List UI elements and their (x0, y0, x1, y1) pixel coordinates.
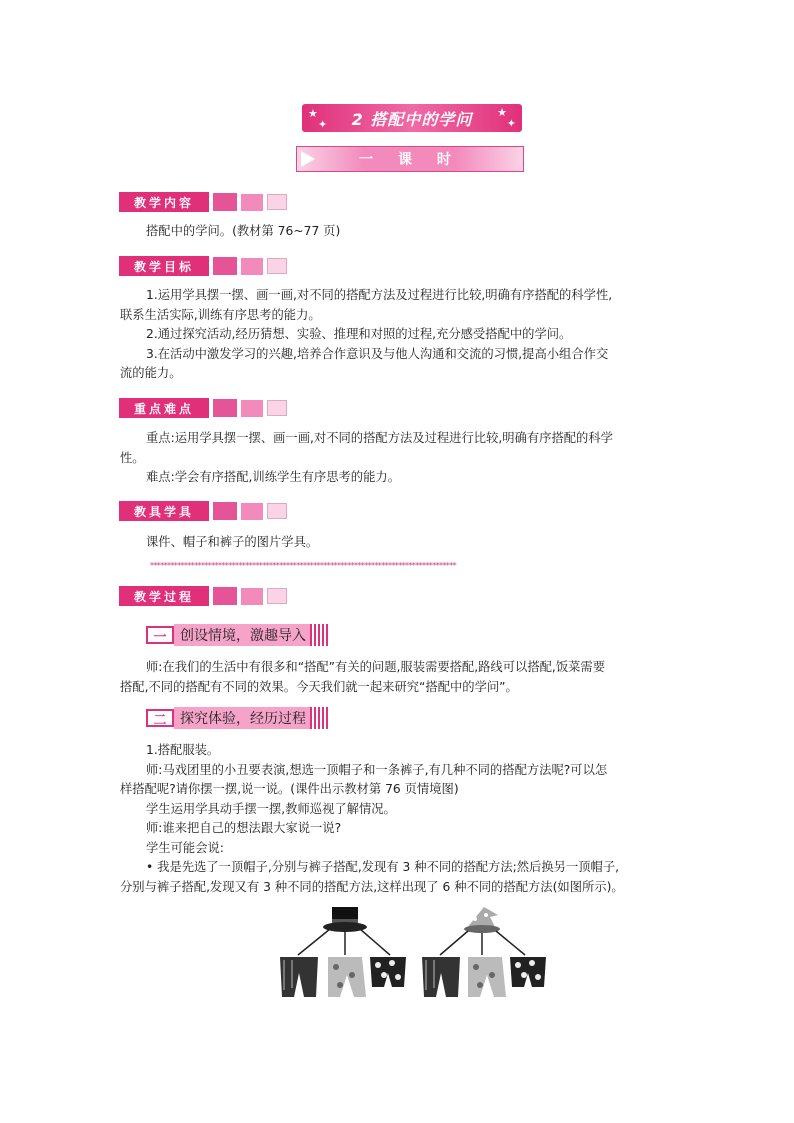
light-pants-icon (468, 957, 506, 997)
decor-block (267, 400, 287, 416)
light-pants-icon (328, 957, 366, 997)
step-header-2 (146, 707, 328, 729)
lesson-banner (296, 146, 524, 172)
decor-block (267, 258, 287, 274)
decor-block (267, 503, 287, 519)
title-banner (302, 104, 522, 132)
wedge-icon (301, 151, 315, 167)
star-icon: ★ (497, 106, 508, 119)
section-label: 教学目标 (119, 256, 209, 276)
lesson-title: 一 课 时 (359, 152, 461, 168)
page-title: 2 搭配中的学问 (351, 109, 473, 129)
decor-block (267, 588, 287, 604)
section-label: 教学内容 (119, 192, 209, 212)
star-divider: ****************************************************************************************** (150, 561, 457, 570)
star-icon: ✦ (318, 118, 329, 131)
step-title: 创设情境，激趣导入 (174, 624, 310, 646)
dark-pants-icon (280, 957, 318, 997)
decor-block (241, 503, 263, 520)
content-text: 搭配中的学问。(教材第 76~77 页) (146, 224, 341, 238)
section-header-content (119, 192, 287, 212)
dark-pants-icon (422, 957, 460, 997)
stripe-decor (310, 707, 328, 729)
section-label: 教学过程 (119, 586, 209, 606)
section-header-tools (119, 501, 287, 521)
jester-hat-icon (464, 907, 500, 933)
tools-text: 课件、帽子和裤子的图片学具。 (146, 535, 319, 549)
section-label: 重点难点 (119, 398, 209, 418)
step1-text: 师:在我们的生活中有很多和“搭配”有关的问题,服装需要搭配,路线可以搭配,饭菜需要 搭配,不同的搭配有不同的效果。今天我们就一起来研究“搭配中的学问”。 (120, 660, 606, 694)
spotted-pants-icon (370, 957, 406, 987)
goals-text: 1.运用学具摆一摆、画一画,对不同的搭配方法及过程进行比较,明确有序搭配的科学性, 联系生活实际,训练有序思考的能力。 2.通过探究活动,经历猜想、实验、推理和对照的过程,充分感受搭配中的学问。 3.在活动中激发学习的兴趣,培养合作意识及与他人沟通和交流的习惯,提高小组合作交 流的能力。 (120, 288, 613, 380)
decor-block (241, 258, 263, 275)
step-number: 二 (146, 709, 174, 727)
hat-pants-illustration (270, 905, 560, 1005)
step-header-1 (146, 624, 328, 646)
decor-block (213, 193, 237, 211)
section-label: 教具学具 (119, 501, 209, 521)
step-number: 一 (146, 626, 174, 644)
spotted-pants-icon (510, 957, 546, 987)
star-icon: ★ (308, 107, 319, 120)
step-title: 探究体验，经历过程 (174, 707, 310, 729)
stripe-decor (310, 624, 328, 646)
decor-block (241, 400, 263, 417)
top-hat-icon (323, 907, 367, 932)
step2-text: 1.搭配服装。 师:马戏团里的小丑要表演,想选一顶帽子和一条裤子,有几种不同的搭配方法呢?可以怎 样搭配呢?请你摆一摆,说一说。(课件出示教材第 76 页情境图) 学生运用学具动手摆一摆,教师巡视了解情况。 师:谁来把自己的想法跟大家说一说? 学生可能会说: • 我是先选了一顶帽子,分别与裤子搭配,发现有 3 种不同的搭配方法;然后换另一顶帽子, 分别与裤子搭配,发现又有 3 种不同的搭配方法,这样出现了 6 种不同的搭配方法(如图所示)。 (120, 743, 624, 894)
decor-block (213, 502, 237, 520)
decor-block (241, 588, 263, 605)
keypoints-text: 重点:运用学具摆一摆、画一画,对不同的搭配方法及过程进行比较,明确有序搭配的科学 性。 难点:学会有序搭配,训练学生有序思考的能力。 (120, 431, 613, 484)
section-header-process (119, 586, 287, 606)
decor-block (213, 257, 237, 275)
decor-block (267, 194, 287, 210)
section-header-goals (119, 256, 287, 276)
decor-block (241, 194, 263, 211)
decor-block (213, 587, 237, 605)
section-header-keypoints (119, 398, 287, 418)
decor-block (213, 399, 237, 417)
star-icon: ✦ (506, 117, 517, 130)
